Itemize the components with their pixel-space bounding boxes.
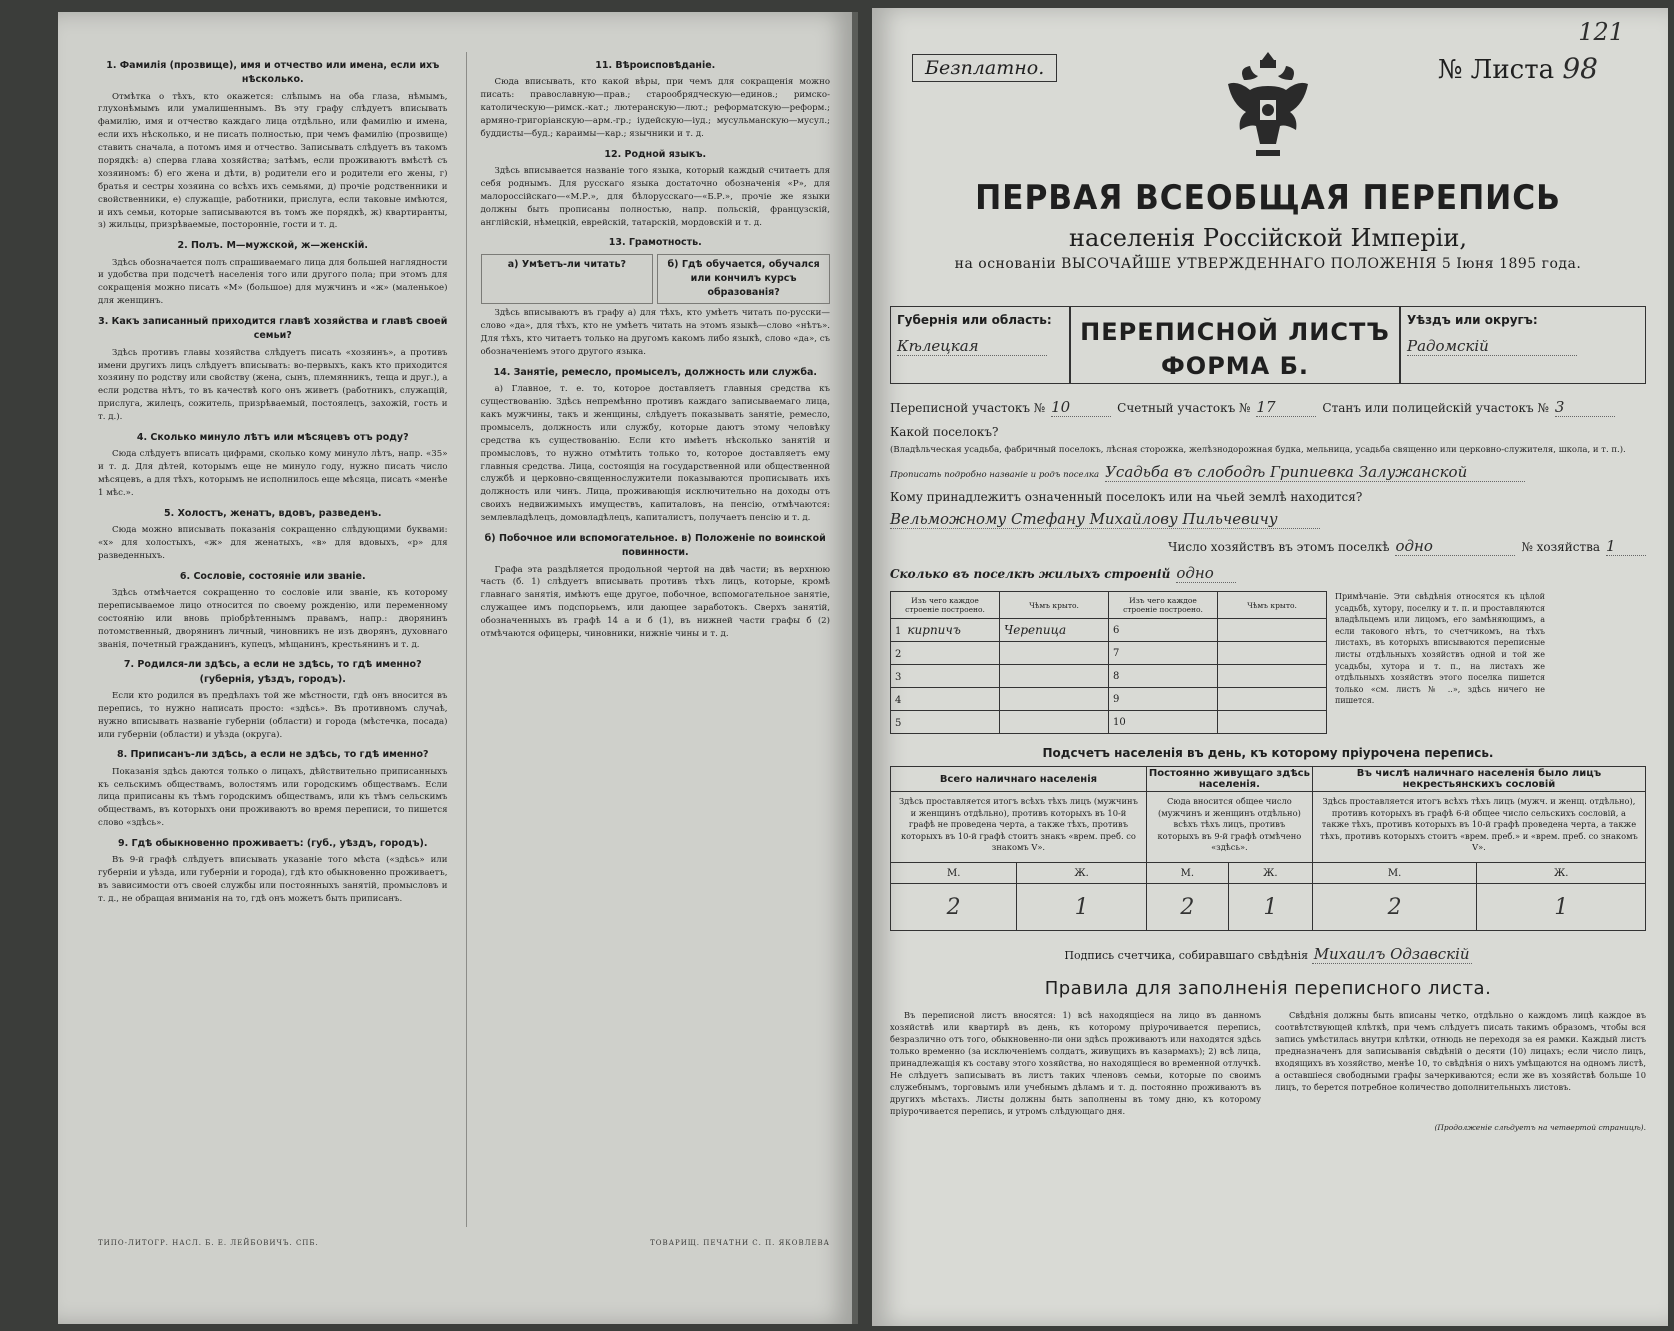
bt-head-roof-left: Чѣмъ крыто. xyxy=(1000,592,1109,619)
col1-body: Здѣсь обозначается полъ спрашиваемаго лица для большей наглядности и удобства при подсчетѣ населенія того или другого пола; при этомъ для сокращенія можно писать «М» (большое) для мужчинъ и «ж» (маленькое) для женщинъ. xyxy=(98,257,448,307)
col1-body: Въ 9-й графѣ слѣдуетъ вписывать указаніе того мѣста («здѣсь» или губерніи и уѣзда, или губерніи и города), гдѣ кто обыкновенно проживаетъ, въ зависимости отъ своей службы или постоянныхъ занятій, промысловъ и т. д., не обращая вниманія на то, гдѣ онъ можетъ быть приписанъ. xyxy=(98,855,448,905)
printer-imprint-mid: ТОВАРИЩ. ПЕЧАТНИ С. П. ЯКОВЛЕВА xyxy=(650,1239,830,1247)
col2-heading: 12. Родной языкъ. xyxy=(604,148,707,160)
signature-value: Михаилъ Одзавскій xyxy=(1312,945,1472,964)
districts-line xyxy=(890,398,1646,417)
dwellings-line xyxy=(890,564,1646,583)
bt-head-material-right: Изъ чего каждое строеніе построено. xyxy=(1109,592,1218,619)
handwritten-page-number: 121 xyxy=(1578,18,1624,46)
ct-sex-m-2: М. xyxy=(1146,863,1228,884)
building-number: 2 xyxy=(895,649,902,660)
bt-head-roof-right: Чѣмъ крыто. xyxy=(1218,592,1327,619)
building-number: 7 xyxy=(1113,647,1120,659)
instructions-columns xyxy=(98,52,830,1227)
district-label: Переписной участокъ № xyxy=(890,401,1046,415)
household-no-label: № хозяйства xyxy=(1521,540,1600,554)
ct-sex-m-1: М. xyxy=(891,863,1017,884)
printer-imprint-left: ТИПО-ЛИТОГР. НАСЛ. Б. Е. ЛЕЙБОВИЧЪ. СПБ. xyxy=(98,1239,319,1247)
buildings-area xyxy=(890,591,1646,734)
counting-value: 17 xyxy=(1256,398,1316,417)
building-material-cell xyxy=(891,665,1000,688)
building-material-cell xyxy=(1109,619,1218,642)
col1-body: Здѣсь противъ главы хозяйства слѣдуетъ писать «хозяинъ», а противъ имени другихъ лицъ слѣдуетъ вписывать: во-первыхъ, какъ кто приходится хозяину по родству или свойству (жена, сынъ, племянникъ, теща и друг.), а если родства нѣтъ, то въ качествѣ кого онъ живетъ (работникъ, служащій, прислуга, жилецъ, сожитель, призрѣваемый, постоялецъ, захожій, гость и т. д.). xyxy=(98,347,448,423)
population-count-table xyxy=(890,766,1646,931)
building-row xyxy=(891,688,1327,711)
sheet-number-value: 98 xyxy=(1562,52,1598,85)
rules-column-1: Въ переписной листъ вносятся: 1) всѣ находящіеся на лицо въ данномъ хозяйствѣ или квартирѣ въ день, къ которому пріурочивается перепись, безразлично отъ того, обыкновенно-ли они здѣсь проживаютъ или находятся здѣсь только временно (за исключеніемъ солдатъ, живущихъ въ казармахъ); 2) всѣ лица, принадлежащія къ составу этого хозяйства, но находящіеся во временной отлучкѣ. Не слѣдуетъ записывать въ листъ таких членовъ семьи, которые по своимъ служебнымъ, торговымъ или учебнымъ дѣламъ и т. д. постоянно проживаютъ въ другихъ мѣстахъ. Листы должны быть заполнены въ тому дню, къ которому пріурочивается перепись, и утромъ слѣдующаго дня. xyxy=(890,1010,1261,1117)
col2-heading: 13. Грамотность. xyxy=(608,237,702,249)
households-value: одно xyxy=(1395,537,1515,556)
building-roof-cell xyxy=(1000,688,1109,711)
ct-desc-present: Здѣсь проставляется итогъ всѣхъ тѣхъ лицъ (мужчинъ и женщинъ отдѣльно), противъ которыхъ въ 10-й графѣ не проведена черта, а также тѣхъ, противъ которыхъ въ 10-й графѣ стоитъ знакъ «врем. преб. со знакомъ V». xyxy=(891,792,1147,863)
building-number: 5 xyxy=(895,718,902,729)
building-material-value: кирпичъ xyxy=(907,623,961,637)
building-roof-cell xyxy=(1000,619,1109,642)
district-value: 10 xyxy=(1051,398,1111,417)
ct-sex-f-3: Ж. xyxy=(1477,863,1646,884)
building-number: 6 xyxy=(1113,624,1120,636)
ct-head-present: Всего наличнаго населенія xyxy=(891,767,1147,792)
col1-heading: 2. Полъ. М—мужской, ж—женскій. xyxy=(177,240,369,252)
building-roof-cell xyxy=(1218,688,1327,711)
building-number: 4 xyxy=(895,695,902,706)
buildings-table xyxy=(890,591,1327,734)
continued-note: (Продолженіе слѣдуетъ на четвертой страницѣ). xyxy=(1434,1123,1646,1133)
col1-heading: 7. Родился-ли здѣсь, а если не здѣсь, то гдѣ именно? (губернія, уѣздъ, городъ). xyxy=(123,659,422,685)
ct-head-resident: Постоянно живущаго здѣсь населенія. xyxy=(1146,767,1312,792)
building-roof-cell xyxy=(1000,711,1109,734)
literacy-subheadings xyxy=(481,254,831,305)
settlement-note: (Владѣльческая усадьба, фабричный поселокъ, лѣсная сторожка, желѣзнодорожная будка, мельница, усадьба священно или церковно-служителя, школа, и т. п.). xyxy=(890,445,1626,455)
province-label: Губернія или область: xyxy=(897,313,1052,327)
building-roof-cell xyxy=(1000,642,1109,665)
ct-count-present-f: 1 xyxy=(1017,884,1147,931)
form-title-box xyxy=(1070,306,1400,384)
building-material-cell xyxy=(891,642,1000,665)
ct-sex-f-1: Ж. xyxy=(1017,863,1147,884)
left-imprint xyxy=(98,1239,830,1247)
building-roof-cell xyxy=(1218,619,1327,642)
settlement-label: Какой поселокъ? xyxy=(890,425,999,439)
instructions-column-2 xyxy=(466,52,831,1227)
owner-label: Кому принадлежитъ означенный поселокъ или на чьей землѣ находится? xyxy=(890,490,1363,504)
sheet-number xyxy=(1438,52,1598,85)
building-material-cell xyxy=(1109,688,1218,711)
ct-count-nonpeasant-m: 2 xyxy=(1312,884,1476,931)
building-material-cell xyxy=(891,619,1000,642)
rules-heading: Правила для заполненія переписного листа. xyxy=(1044,978,1492,999)
form-header-boxes xyxy=(890,306,1646,384)
owner-value: Вельможному Стефану Михайлову Пильчевичу xyxy=(890,510,1320,529)
col1-heading: 3. Какъ записанный приходится главѣ хозяйства и главѣ своей семьи? xyxy=(98,316,448,342)
col1-body: Здѣсь отмѣчается сокращенно то сословіе или званіе, къ которому переписываемое лицо относится по своему рожденію, или переменному состоянію или вновь пріобрѣтеннымъ правамъ, напр.: дворянинъ потомственный, дворянинъ личный, чиновникъ не изъ дворянъ, духовнаго званія, почетный гражданинъ, купецъ, мѣщанинъ, крестьянинъ и т. д. xyxy=(98,587,448,650)
building-material-cell xyxy=(1109,711,1218,734)
enumerator-signature-line xyxy=(890,945,1646,964)
col1-body: Отмѣтка о тѣхъ, кто окажется: слѣпымъ на оба глаза, нѣмымъ, глухонѣмымъ или умалишеннымъ. Въ эту графу слѣдуетъ вписывать фамилію, имя и отчество каждаго лица отдѣльно, или фамилію и имена, если ихъ нѣсколько, и не писать полностью, при чемъ фамилію (прозвище) ставить сначала, а потомъ имя и отчество. Записывать слѣдуетъ въ такомъ порядкѣ: а) сперва глава хозяйства; затѣмъ, если проживаютъ вмѣстѣ съ хозяиномъ: б) его жена и дѣти, в) родители его и родители его жены, г) братья и сестры хозяина со всѣхъ ихъ семьями, д) прочіе родственники и свойственники, е) служащіе, работники, прислуга, если таковые имѣются, и ихъ семьи, которые записываются въ томъ же порядкѣ, ж) квартиранты, з) жильцы, призрѣваемые, посторонніе, гости и т. д. xyxy=(98,91,448,231)
building-roof-cell xyxy=(1218,642,1327,665)
census-legal-basis: на основаніи ВЫСОЧАЙШЕ УТВЕРЖДЕННАГО ПОЛОЖЕНІЯ 5 Іюня 1895 года. xyxy=(954,256,1582,272)
dwellings-value: одно xyxy=(1176,564,1236,583)
form-title-line-1: ПЕРЕПИСНОЙ ЛИСТЪ xyxy=(1080,318,1390,346)
col1-body: Если кто родился въ предѣлахъ той же мѣстности, гдѣ онъ вносится въ перепись, то нужно написать просто: «здѣсь». Въ противномъ случаѣ, нужно вписывать названіе губерніи (области) и города (мѣстечка, посада) или губерніи (области) и уѣзда (округа). xyxy=(98,690,448,740)
building-number: 1 xyxy=(895,626,902,637)
province-value: Кѣлецкая xyxy=(897,337,1047,356)
imperial-eagle-emblem xyxy=(1208,44,1328,164)
households-label: Число хозяйствъ въ этомъ поселкѣ xyxy=(1168,540,1390,554)
province-box xyxy=(890,306,1070,384)
col2-body: Графа эта раздѣляется продольной чертой на двѣ части; въ верхнюю часть (б. 1) слѣдуетъ вписывать противъ тѣхъ лицъ, которые, кромѣ главнаго занятія, имѣютъ еще другое, побочное, вспомогательное занятіе, служащее имъ подспорьемъ, или дающее заработокъ. Сверхъ занятій, обозначенныхъ въ графѣ 14 а и б (1), въ нижней части графы б (2) отмѣчаются офицеры, чиновники, нижніе чины и т. д. xyxy=(480,564,830,639)
settlement-line xyxy=(890,425,1646,455)
form-title-line-2: ФОРМА Б. xyxy=(1160,352,1309,380)
uezd-label: Уѣздъ или округъ: xyxy=(1407,313,1538,327)
building-row xyxy=(891,642,1327,665)
rules-columns xyxy=(890,1009,1646,1117)
signature-label: Подпись счетчика, собиравшаго свѣдѣнія xyxy=(1064,949,1309,962)
households-line xyxy=(890,537,1646,556)
settlement-value: Усадьба въ слободѣ Грипиевка Залужанской xyxy=(1105,463,1525,482)
col1-heading: 6. Сословіе, состояніе или званіе. xyxy=(179,570,366,582)
ct-desc-non-peasant: Здѣсь проставляется итогъ всѣхъ тѣхъ лицъ (мужч. и женщ. отдѣльно), противъ которыхъ въ графѣ 6-й общее число сельскихъ сословій, а также тѣхъ, противъ которыхъ въ 10-й графѣ проведена черта, а также тѣхъ, противъ которыхъ стоитъ «врем. преб.» и «врем. преб. со знакомъ V». xyxy=(1312,792,1645,863)
col1-body: Сюда слѣдуетъ вписать цифрами, сколько кому минуло лѣтъ, напр. «35» и т. д. Для дѣтей, которымъ еще не минуло году, нужно писать число мѣсяцевъ, а для тѣхъ, которымъ не исполнилось еще мѣсяца, писать «менѣе 1 мѣс.». xyxy=(98,449,448,498)
col1-heading: 4. Сколько минуло лѣтъ или мѣсяцевъ отъ роду? xyxy=(136,431,409,443)
ct-head-non-peasant: Въ числѣ наличнаго населенія было лицъ некрестьянскихъ сословій xyxy=(1312,767,1645,792)
settlement-name-line xyxy=(890,463,1646,482)
col1-heading: 5. Холостъ, женатъ, вдовъ, разведенъ. xyxy=(164,507,382,519)
col2-body: Сюда вписывать, кто какой вѣры, при чемъ для сокращенія можно писать: православную—прав.; старообрядческую—единов.; римско-католическую—римск.-кат.; лютеранскую—лют.; реформатскую—реформ.; армяно-григоріанскую—арм.-гр.; іудейскую—іуд.; мусульманскую—мусул.; буддисты—буд.; караимы—кар.; язычники и т. д. xyxy=(480,77,830,139)
literacy-subheading: а) Умѣетъ-ли читать? xyxy=(481,254,654,305)
col1-heading: 1. Фамилія (прозвище), имя и отчество или имена, если ихъ нѣсколько. xyxy=(106,60,440,86)
stan-value: 3 xyxy=(1555,398,1615,417)
stan-label: Станъ или полицейскій участокъ № xyxy=(1322,401,1549,415)
uezd-value: Радомскій xyxy=(1407,337,1577,356)
col1-heading: 8. Приписанъ-ли здѣсь, а если не здѣсь, то гдѣ именно? xyxy=(116,749,429,761)
household-no-value: 1 xyxy=(1606,537,1646,556)
col2-body: Здѣсь вписывается названіе того языка, который каждый считаетъ для себя роднымъ. Для русскаго языка достаточно обозначенія «Р», для малороссійскаго—«М.Р.», для бѣлорусскаго—«Б.Р.», прочіе же языки должны быть прописаны полностью, напр. польскій, французскій, англійскій, нѣмецкій, еврейскій, татарскій, мордовскій и т. д. xyxy=(480,165,830,228)
building-roof-cell xyxy=(1218,665,1327,688)
building-material-cell xyxy=(891,688,1000,711)
buildings-note: Примѣчаніе. Эти свѣдѣнія относятся къ цѣлой усадьбѣ, хутору, поселку и т. п. и проставляются владѣльцемъ или лицомъ, его замѣняющимъ, а если такового нѣтъ, то счетчикомъ, на тѣхъ листахъ, въ которыхъ вписываются переписные листы отдѣльныхъ хозяйствъ одной и той же усадьбы, хутора и т. п., на листахъ же отдѣльныхъ хозяйствъ этого поселка пишется только «см. листъ № ..», здѣсь ничего не пишется. xyxy=(1335,592,1545,706)
ct-count-nonpeasant-f: 1 xyxy=(1477,884,1646,931)
building-row xyxy=(891,619,1327,642)
bt-head-material-left: Изъ чего каждое строеніе построено. xyxy=(891,592,1000,619)
col2-body: а) Главное, т. е. то, которое доставляетъ главныя средства къ существованію. Здѣсь непремѣнно противъ каждаго записываемаго лица, какъ мужчины, такъ и женщины, слѣдуетъ показывать занятіе, ремесло, промыселъ, должность или службу, которые даютъ этому человѣку средства къ существованію. Если кто имѣетъ нѣсколько занятій и промысловъ, то нужно отмѣтить только то, которое доставляетъ ему главныя средства. Лица, состоящія на государственной или общественной службѣ и церковно-священнослужители показываются прописывать ихъ должность или чинъ. Лица, проживающія исключительно на доходы отъ своихъ недвижимыхъ имуществъ, капиталовъ, на пенсію, отмѣчаются: землевладѣлецъ, домовладѣлецъ, капиталистъ, получаетъ пенсію и т. д. xyxy=(480,384,830,524)
settlement-note-2: Прописать подробно названіе и родъ поселка xyxy=(890,470,1100,480)
right-page-census-form xyxy=(872,8,1668,1326)
building-roof-cell xyxy=(1218,711,1327,734)
sheet-number-label: № Листа xyxy=(1437,55,1555,85)
literacy-subheading: б) Гдѣ обучается, обучался или кончилъ курсъ образованія? xyxy=(657,254,830,305)
free-of-charge-label: Безплатно. xyxy=(912,54,1057,82)
col1-heading: 9. Гдѣ обыкновенно проживаетъ: (губ., уѣздъ, городъ). xyxy=(117,838,428,850)
ct-sex-f-2: Ж. xyxy=(1228,863,1312,884)
col1-body: Сюда можно вписывать показанія сокращенно слѣдующими буквами: «х» для холостыхъ, «ж» для женатыхъ, «в» для вдовыхъ, «р» для разведенныхъ. xyxy=(98,525,448,561)
building-number: 10 xyxy=(1113,716,1126,728)
building-row xyxy=(891,665,1327,688)
ct-count-resident-m: 2 xyxy=(1146,884,1228,931)
building-roof-value: Черепица xyxy=(1004,623,1067,637)
owner-line xyxy=(890,490,1646,529)
col2-heading: 11. Вѣроисповѣданіе. xyxy=(595,60,716,71)
census-title: ПЕРВАЯ ВСЕОБЩАЯ ПЕРЕПИСЬ xyxy=(975,178,1561,218)
literacy-body: Здѣсь вписываютъ въ графу а) для тѣхъ, кто умѣетъ читать по-русски—слово «да», для тѣхъ, кто не умѣетъ читать на этомъ языкѣ—слово «нѣтъ». Для тѣхъ, кто читаетъ только на другомъ какомъ либо языкѣ, слово «да», съ обозначеніемъ этого другого языка. xyxy=(480,308,830,358)
census-subtitle: населенія Россійской Имперіи, xyxy=(1069,224,1467,252)
rules-column-2: Свѣдѣнія должны быть вписаны четко, отдѣльно о каждомъ лицѣ каждое въ соотвѣтствующей клѣткѣ, при чемъ слѣдуетъ писать такимъ образомъ, чтобы вся запись умѣстилась внутри клѣтки, отнюдь не переходя за ея рамки. Каждый листъ предназначенъ для записыванія свѣдѣній о десяти (10) лицахъ; если число лицъ, входящихъ въ хозяйство, менѣе 10, то свѣдѣнія о нихъ умѣщаются на одномъ листѣ, а оставшіеся свободными графы зачеркиваются; если же въ хозяйствѣ больше 10 лицъ, то берется потребное количество дополнительныхъ листовъ. xyxy=(1275,1010,1646,1093)
col2-heading: б) Побочное или вспомогательное. в) Положеніе по воинской повинности. xyxy=(484,533,826,559)
ct-count-resident-f: 1 xyxy=(1228,884,1312,931)
building-number: 8 xyxy=(1113,670,1120,682)
population-count-heading: Подсчетъ населенія въ день, къ которому пріурочена перепись. xyxy=(1042,746,1494,760)
left-page-instructions xyxy=(58,12,858,1324)
col1-body: Показанія здѣсь даются только о лицахъ, дѣйствительно приписанныхъ къ сельскимъ обществамъ, волостямъ или городскимъ обществамъ. Если лица приписаны къ тѣмъ городскимъ обществамъ, или къ тѣмъ сельскимъ обществамъ, въ которыхъ они проживаютъ во время переписи, то пишется слово «здѣсь». xyxy=(98,766,448,829)
building-roof-cell xyxy=(1000,665,1109,688)
building-number: 3 xyxy=(895,672,902,683)
col2-heading: 14. Занятіе, ремесло, промыселъ, должность или служба. xyxy=(493,366,818,378)
building-material-cell xyxy=(1109,642,1218,665)
dwellings-label: Сколько въ поселкѣ жилыхъ строеній xyxy=(890,567,1171,581)
counting-label: Счетный участокъ № xyxy=(1117,401,1251,415)
ct-sex-m-3: М. xyxy=(1312,863,1476,884)
building-row xyxy=(891,711,1327,734)
ct-desc-resident: Сюда вносится общее число (мужчинъ и женщинъ отдѣльно) всѣхъ тѣхъ лицъ, противъ которыхъ въ 9-й графѣ отмѣчено «здѣсь». xyxy=(1146,792,1312,863)
building-number: 9 xyxy=(1113,693,1120,705)
building-material-cell xyxy=(891,711,1000,734)
ct-count-present-m: 2 xyxy=(891,884,1017,931)
instructions-column-1 xyxy=(98,52,448,1227)
building-material-cell xyxy=(1109,665,1218,688)
uezd-box xyxy=(1400,306,1646,384)
